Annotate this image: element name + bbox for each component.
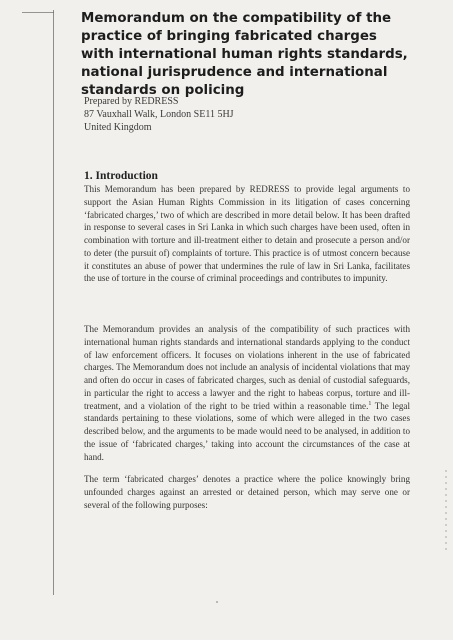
scan-dot [216, 601, 218, 603]
paragraph-text: The Memorandum provides an analysis of the compatibility of such practices with international human rights standards and international standards applying to the conduct of law enforcement officers. It focuses on violations inherent in the use of fabricated charges. The Memorandum does not include an analysis of incidental violations that may and often do occur in cases of fabricated charges, such as denial of custodial safeguards, in particular the right to access a lawyer and the right to habeas corpus, torture and ill-treatment, and a violation of the right to be tried within a reasonable time. [84, 324, 410, 411]
paragraph-definition: The term ‘fabricated charges’ denotes a practice where the police knowingly bring unfounded charges against an arrested or detained person, which may serve one or several of the following purposes: [84, 474, 410, 510]
margin-rule [53, 10, 54, 595]
address-line: 87 Vauxhall Walk, London SE11 5HJ [84, 109, 234, 120]
section-heading: 1. Introduction [84, 170, 158, 182]
paragraph-analysis [84, 323, 410, 463]
footnote-reference[interactable]: 1 [368, 400, 372, 407]
address-line: United Kingdom [84, 122, 152, 133]
scan-noise [445, 470, 447, 550]
address-line: Prepared by REDRESS [84, 96, 179, 107]
document-title: Memorandum on the compatibility of the practice of bringing fabricated charges with international human rights standards, national jurisprudence and international standards on policing [81, 11, 408, 98]
paragraph-text: The legal standards pertaining to these violations, some of which were alleged in the two cases described below, and the arguments to be made would need to be analysed, in addition to the issue of ‘fabricated charges,’ taking into account the circumstances of the case at hand. [84, 400, 411, 462]
paragraph-introduction: This Memorandum has been prepared by REDRESS to provide legal arguments to support the Asian Human Rights Commission in its litigation of cases concerning ‘fabricated charges,’ two of which are described in more detail below. It has been drafted in response to several cases in Sri Lanka in which such charges have been used, often in combination with torture and ill-treatment either to detain and prosecute a person and/or to deter (the pursuit of) complaints of torture. This practice is of utmost concern because it constitutes an abuse of power that undermines the rule of law in Sri Lanka, facilitates the use of torture in the course of criminal proceedings and contributes to impunity. [84, 184, 410, 284]
scan-mark [22, 12, 54, 13]
author-address [84, 95, 384, 134]
